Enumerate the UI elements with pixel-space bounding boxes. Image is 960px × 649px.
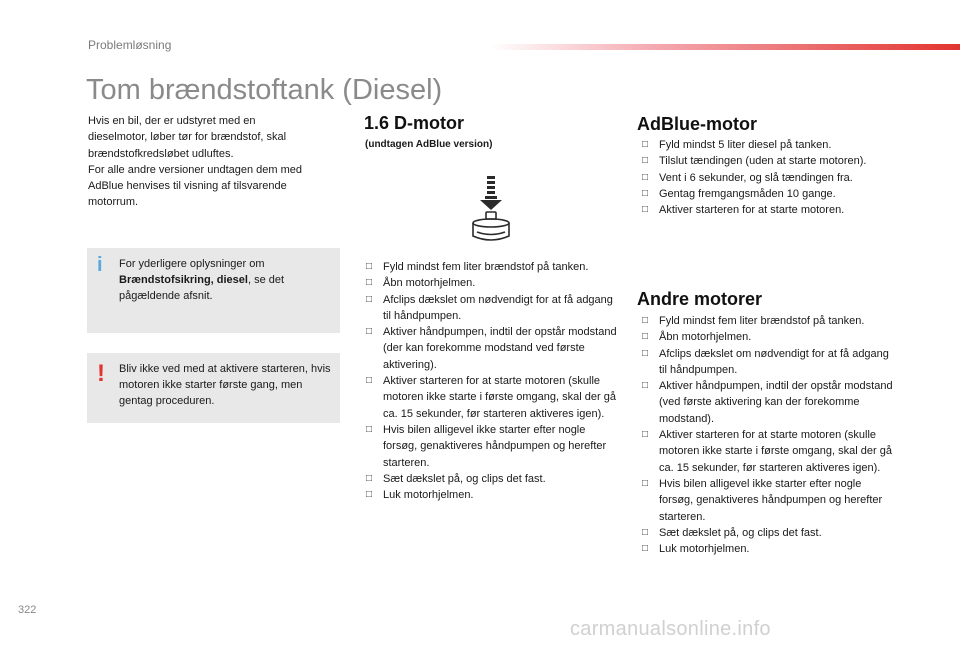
warning-box <box>87 353 340 423</box>
list-item: □ Luk motorhjelmen. <box>642 541 894 557</box>
list-item: □ Fyld mindst fem liter brændstof på tanken. <box>366 259 618 275</box>
info-icon: i <box>97 254 103 276</box>
list-item: □ Sæt dækslet på, og clips det fast. <box>642 525 894 541</box>
adblue-motor-steps <box>642 137 902 218</box>
info-box-text <box>119 256 331 304</box>
warning-box-text: Bliv ikke ved med at aktivere starteren, hvis motoren ikke starter første gang, men gentag proceduren. <box>119 363 331 407</box>
hand-pump-icon <box>468 174 514 246</box>
d-motor-steps <box>366 259 618 503</box>
list-item: □ Luk motorhjelmen. <box>366 487 618 503</box>
list-item: □ Hvis bilen alligevel ikke starter efter nogle forsøg, genaktiveres håndpumpen og herefter starteren. <box>642 476 894 525</box>
page-number: 322 <box>18 604 37 616</box>
header-section-label: Problemløsning <box>88 38 172 52</box>
list-item: □ Aktiver starteren for at starte motoren (skulle motoren ikke starte i første omgang, skal der gå ca. 15 sekunder, før starteren aktiveres igen). <box>642 427 894 476</box>
other-motors-steps <box>642 313 894 557</box>
list-item: □ Åbn motorhjelmen. <box>642 329 894 345</box>
adblue-motor-title: AdBlue-motor <box>637 114 757 134</box>
info-text-link: Brændstofsikring, diesel <box>119 274 248 286</box>
list-item: □ Sæt dækslet på, og clips det fast. <box>366 471 618 487</box>
list-item: □ Aktiver starteren for at starte motoren (skulle motoren ikke starte i første omgang, skal der gå ca. 15 sekunder, før starteren aktiveres igen). <box>366 373 618 422</box>
watermark: carmanualsonline.info <box>570 618 771 640</box>
list-item: □ Aktiver håndpumpen, indtil der opstår modstand (ved første aktivering kan der forekomme modstand). <box>642 378 894 427</box>
intro-line: For alle andre versioner undtagen dem med <box>88 163 303 176</box>
list-item: □ Åbn motorhjelmen. <box>366 275 618 291</box>
d-motor-title: 1.6 D-motor <box>364 113 465 133</box>
info-text-before: For yderligere oplysninger om <box>119 258 265 270</box>
list-item: □ Gentag fremgangsmåden 10 gange. <box>642 186 902 202</box>
list-item: □ Aktiver håndpumpen, indtil der opstår modstand (der kan forekomme modstand ved første aktivering). <box>366 324 618 373</box>
intro-line: brændstofkredsløbet udluftes. <box>88 147 234 160</box>
other-motors-title: Andre motorer <box>637 289 763 309</box>
page-title: Tom brændstoftank (Diesel) <box>86 74 443 106</box>
list-item: □ Afclips dækslet om nødvendigt for at få adgang til håndpumpen. <box>366 292 618 325</box>
intro-text <box>88 113 343 211</box>
list-item: □ Afclips dækslet om nødvendigt for at få adgang til håndpumpen. <box>642 346 894 379</box>
list-item: □ Vent i 6 sekunder, og slå tændingen fra. <box>642 170 902 186</box>
warning-icon: ! <box>97 360 105 387</box>
intro-line: dieselmotor, løber tør for brændstof, skal <box>88 131 287 144</box>
info-text-after: , se det pågældende afsnit. <box>119 274 285 302</box>
d-motor-subtitle: (undtagen AdBlue version) <box>365 139 493 150</box>
list-item: □ Tilslut tændingen (uden at starte motoren). <box>642 153 902 169</box>
header-accent-bar <box>490 44 960 50</box>
list-item: □ Fyld mindst 5 liter diesel på tanken. <box>642 137 902 153</box>
list-item: □ Fyld mindst fem liter brændstof på tanken. <box>642 313 894 329</box>
list-item: □ Hvis bilen alligevel ikke starter efter nogle forsøg, genaktiveres håndpumpen og herefter starteren. <box>366 422 618 471</box>
intro-line: motorrum. <box>88 196 139 209</box>
intro-line: AdBlue henvises til visning af tilsvarende <box>88 180 287 193</box>
list-item: □ Aktiver starteren for at starte motoren. <box>642 202 902 218</box>
intro-line: Hvis en bil, der er udstyret med en <box>88 115 256 127</box>
info-box <box>87 248 340 333</box>
